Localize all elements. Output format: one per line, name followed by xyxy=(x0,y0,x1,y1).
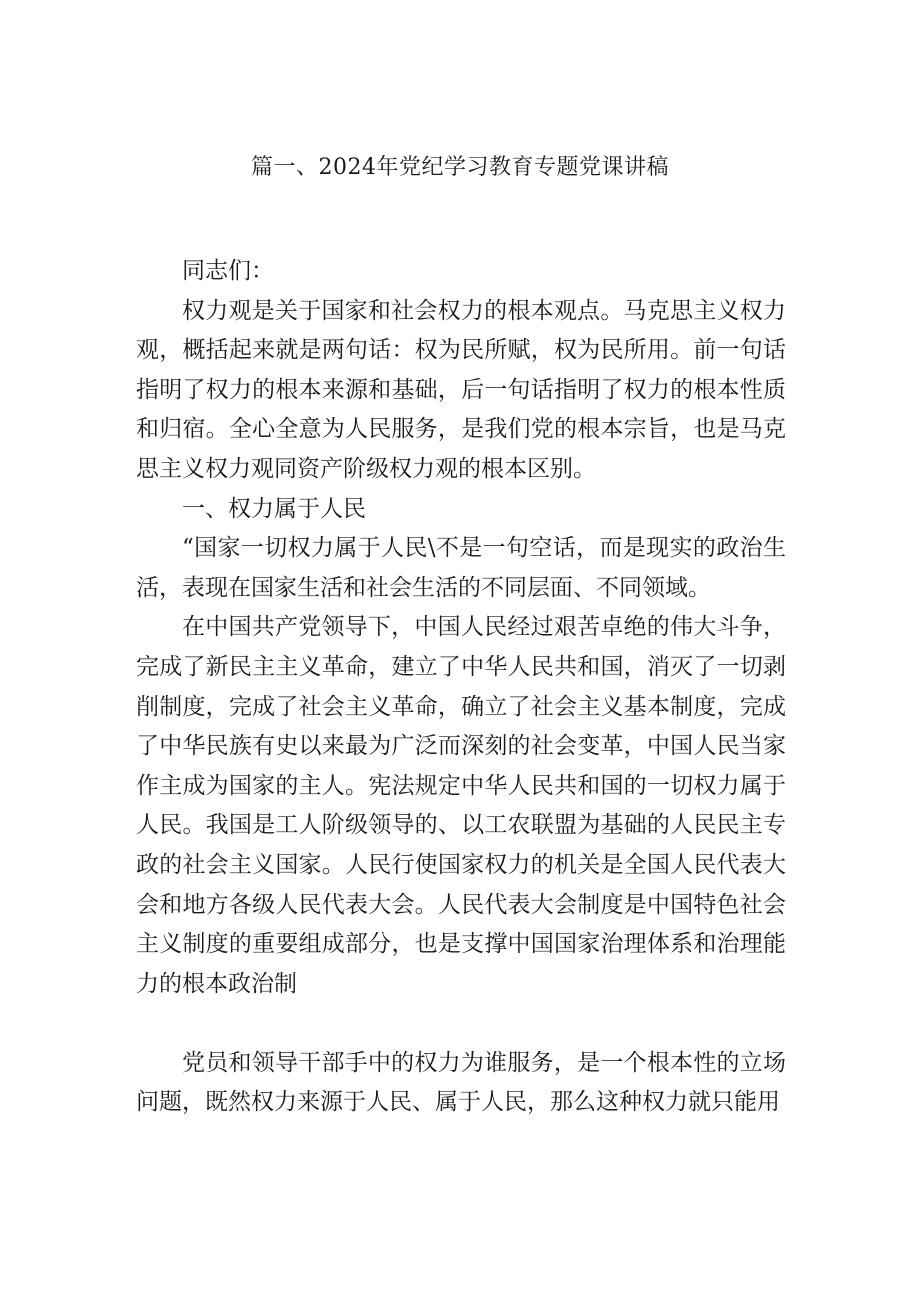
body-paragraph: 党员和领导干部手中的权力为谁服务，是一个根本性的立场问题，既然权力来源于人民、属于人民，那么这种权力就只能用 xyxy=(136,1049,786,1116)
intro-paragraph: 权力观是关于国家和社会权力的根本观点。马克思主义权力观，概括起来就是两句话：权为民所赋，权为民所用。前一句话指明了权力的根本来源和基础，后一句话指明了权力的根本性质和归宿。全心全意为人民服务，是我们党的根本宗旨，也是马克思主义权力观同资产阶级权力观的根本区别。 xyxy=(136,297,786,482)
section-heading: 一、权力属于人民 xyxy=(182,495,366,522)
body-paragraph: 在中国共产党领导下，中国人民经过艰苦卓绝的伟大斗争，完成了新民主主义革命，建立了中华人民共和国，消灭了一切剥削制度，完成了社会主义革命，确立了社会主义基本制度，完成了中华民族有史以来最为广泛而深刻的社会变革，中国人民当家作主成为国家的主人。宪法规定中华人民共和国的一切权力属于人民。我国是工人阶级领导的、以工农联盟为基础的人民民主专政的社会主义国家。人民行使国家权力的机关是全国人民代表大会和地方各级人民代表大会。人民代表大会制度是中国特色社会主义制度的重要组成部分，也是支撑中国国家治理体系和治理能力的根本政治制 xyxy=(136,614,786,997)
document-body xyxy=(136,252,786,1123)
greeting-paragraph: 同志们： xyxy=(182,258,274,284)
document-title: 篇一、2024年党纪学习教育专题党课讲稿 xyxy=(251,155,669,180)
body-paragraph: “国家一切权力属于人民\不是一句空话，而是现实的政治生活，表现在国家生活和社会生活的不同层面、不同领域。 xyxy=(136,535,786,601)
